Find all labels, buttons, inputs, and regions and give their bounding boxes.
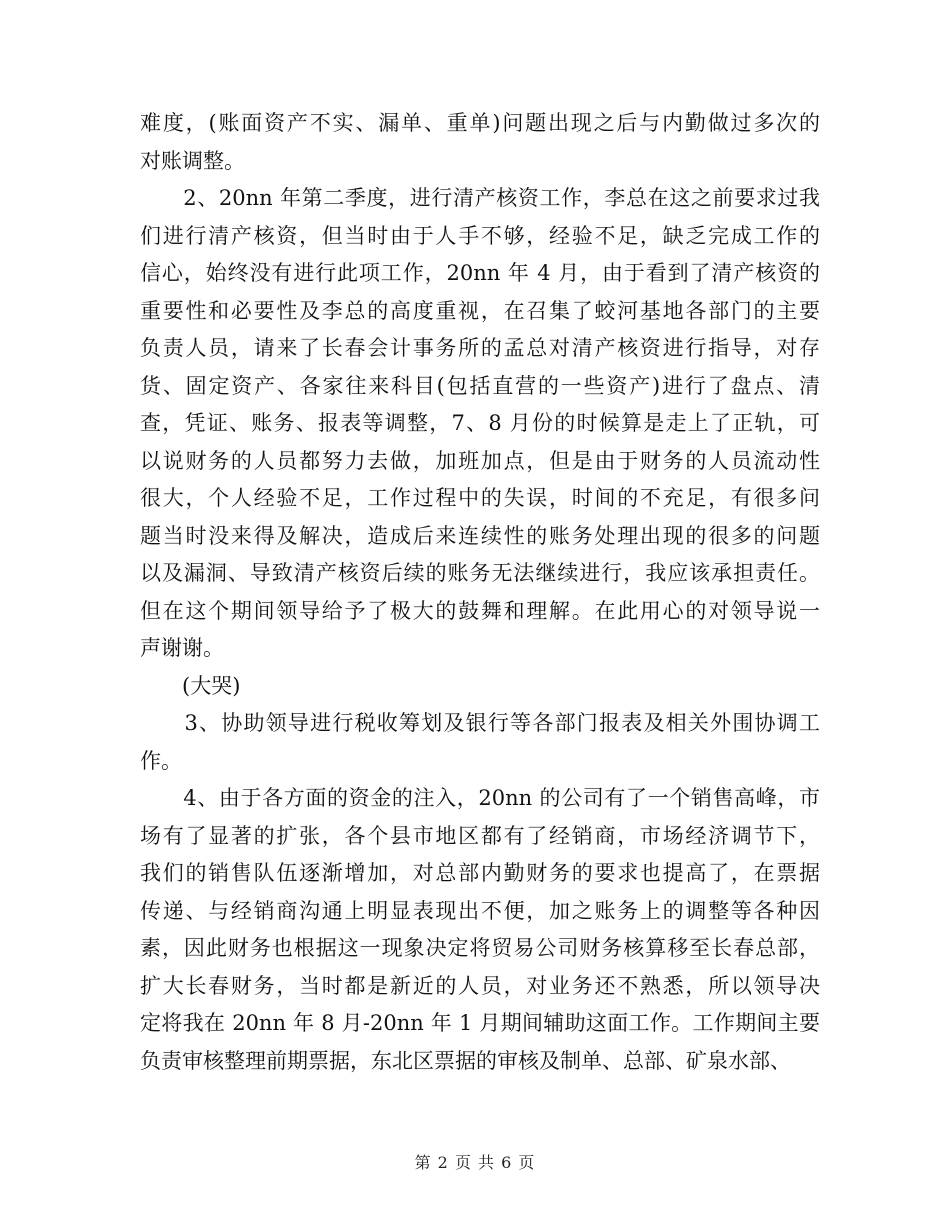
text-line: 扩大长春财务，当时都是新近的人员，对业务还不熟悉，所以领导决 (140, 973, 820, 998)
text-line: 们进行清产核资，但当时由于人手不够，经验不足，缺乏完成工作的 (140, 223, 820, 248)
text-line: 重要性和必要性及李总的高度重视，在召集了蛟河基地各部门的主要 (140, 298, 820, 323)
text-line: 作。 (140, 748, 182, 773)
text-line: (大哭) (140, 673, 241, 698)
text-line: 对账调整。 (140, 148, 245, 173)
page-number-footer: 第 2 页 共 6 页 (414, 1153, 536, 1172)
text-line: 2、20nn 年第二季度，进行清产核资工作，李总在这之前要求过我 (140, 186, 820, 210)
text-line: 查，凭证、账务、报表等调整，7、8 月份的时候算是走上了正轨，可 (140, 411, 820, 435)
text-line: 以及漏洞、导致清产核资后续的账务无法继续进行，我应该承担责任。 (140, 561, 820, 585)
paragraph (140, 705, 820, 780)
text-line: 负责人员，请来了长春会计事务所的孟总对清产核资进行指导，对存 (140, 336, 820, 360)
text-line: 很大，个人经验不足，工作过程中的失误，时间的不充足，有很多问 (140, 486, 820, 510)
text-line: 负责审核整理前期票据，东北区票据的审核及制单、总部、矿泉水部、 (140, 1048, 791, 1073)
paragraph (140, 780, 820, 1080)
text-line: 货、固定资产、各家往来科目(包括直营的一些资产)进行了盘点、清 (140, 373, 820, 398)
paragraph (140, 180, 820, 668)
text-line: 4、由于各方面的资金的注入，20nn 的公司有了一个销售高峰，市 (140, 786, 820, 810)
text-line: 难度，(账面资产不实、漏单、重单)问题出现之后与内勤做过多次的 (140, 111, 820, 135)
text-line: 信心，始终没有进行此项工作，20nn 年 4 月，由于看到了清产核资的 (140, 261, 820, 285)
text-line: 题当时没来得及解决，造成后来连续性的账务处理出现的很多的问题 (140, 523, 820, 548)
document-body (140, 105, 820, 1080)
text-line: 传递、与经销商沟通上明显表现出不便，加之账务上的调整等各种因 (140, 898, 820, 923)
text-line: 我们的销售队伍逐渐增加，对总部内勤财务的要求也提高了，在票据 (140, 861, 820, 885)
text-line: 以说财务的人员都努力去做，加班加点，但是由于财务的人员流动性 (140, 448, 820, 473)
text-line: 场有了显著的扩张，各个县市地区都有了经销商，市场经济调节下， (140, 823, 820, 848)
text-line: 素，因此财务也根据这一现象决定将贸易公司财务核算移至长春总部， (140, 936, 820, 960)
text-line: 但在这个期间领导给予了极大的鼓舞和理解。在此用心的对领导说一 (140, 598, 820, 623)
text-line: 3、协助领导进行税收筹划及银行等各部门报表及相关外围协调工 (140, 711, 820, 735)
text-line: 定将我在 20nn 年 8 月-20nn 年 1 月期间辅助这面工作。工作期间主要 (140, 1011, 820, 1035)
paragraph (140, 105, 820, 180)
text-line: 声谢谢。 (140, 636, 224, 660)
paragraph (140, 668, 820, 706)
